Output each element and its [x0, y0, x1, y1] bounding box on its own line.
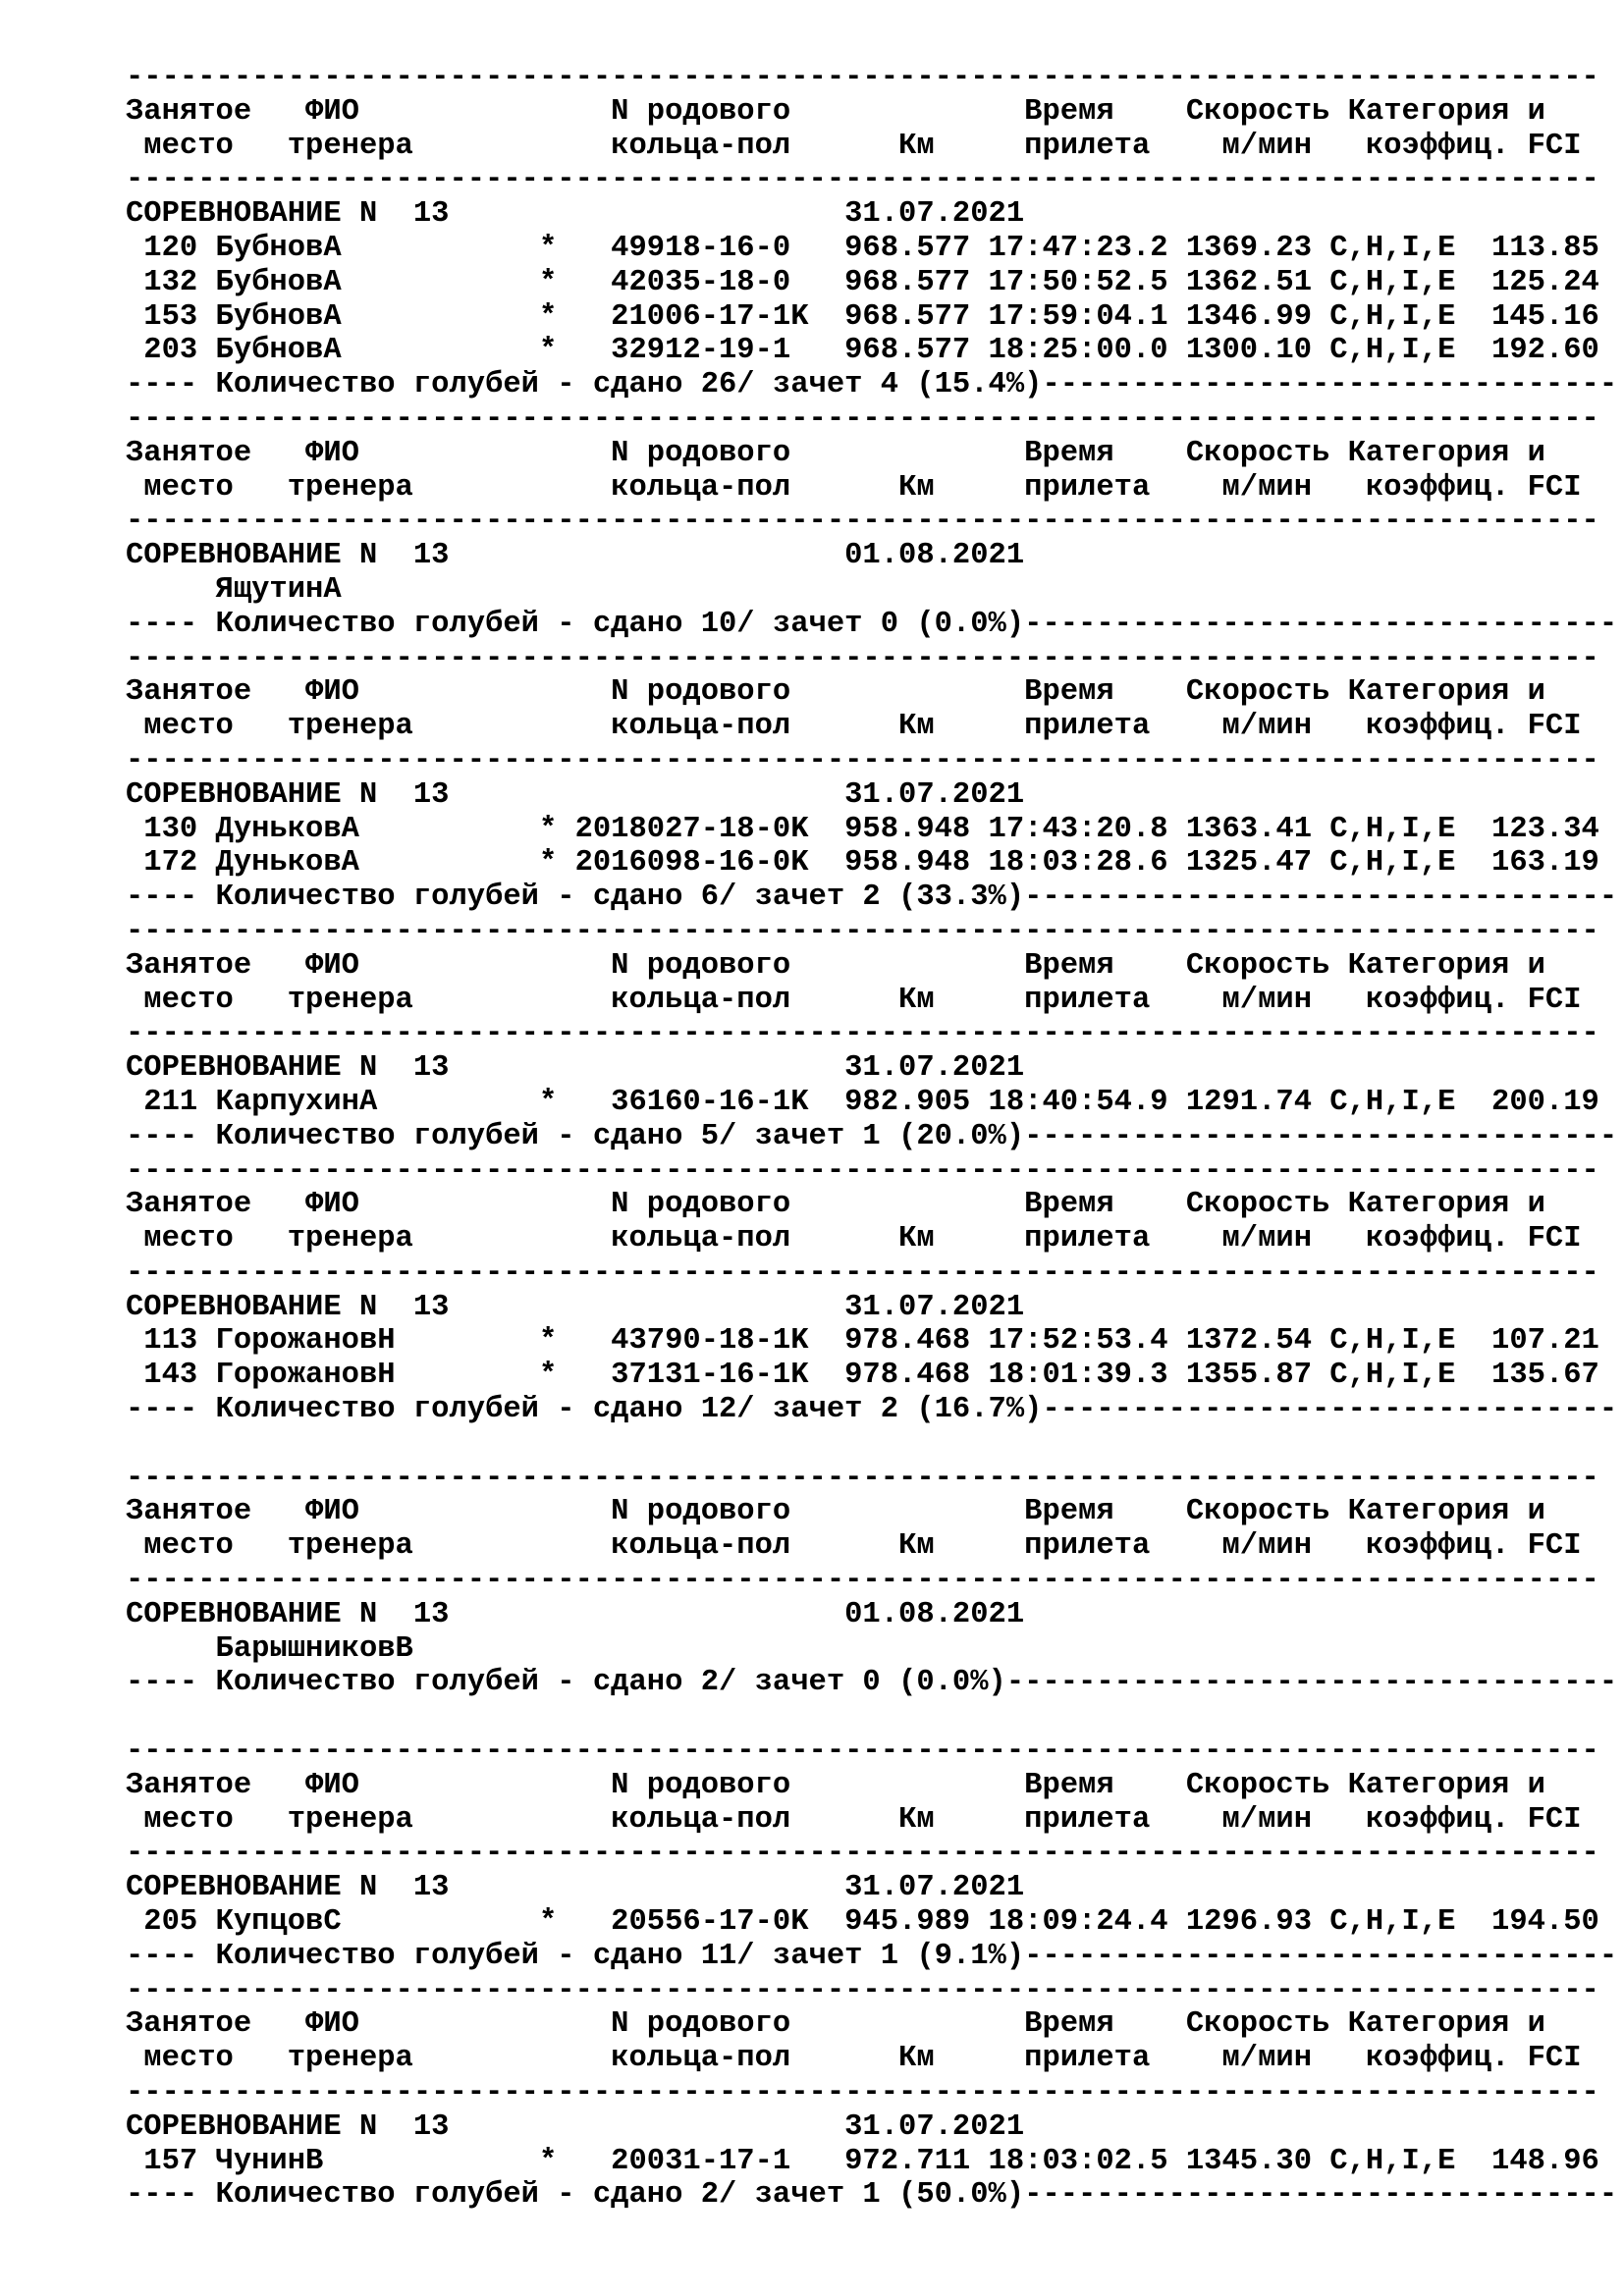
competition-line: СОРЕВНОВАНИЕ N 13 01.08.2021: [126, 539, 1025, 573]
summary-line: ---- Количество голубей - сдано 11/ зачет 1 (9.1%)---------------------------------: [126, 1939, 1618, 1973]
competition-line: СОРЕВНОВАНИЕ N 13 31.07.2021: [126, 197, 1025, 232]
separator-line: ----------------------------------------------------------------------------------: [126, 61, 1599, 94]
separator-line: ----------------------------------------------------------------------------------: [126, 1153, 1599, 1188]
column-header-row-1: Занятое ФИО N родового Время Скорость Категория и: [126, 675, 1545, 710]
summary-line: ---- Количество голубей - сдано 2/ зачет 1 (50.0%)---------------------------------: [126, 2178, 1618, 2213]
separator-line: ----------------------------------------------------------------------------------: [126, 914, 1599, 948]
result-row: 157 ЧунинВ * 20031-17-1 972.711 18:03:02.5 1345.30 C,H,I,E 148.96: [126, 2144, 1599, 2178]
summary-line: ---- Количество голубей - сдано 6/ зачет 2 (33.3%)---------------------------------: [126, 881, 1618, 915]
column-header-row-2: место тренера кольца-пол Км прилета м/мин коэффиц. FCI: [126, 1529, 1582, 1564]
column-header-row-2: место тренера кольца-пол Км прилета м/мин коэффиц. FCI: [126, 1802, 1582, 1837]
competition-line: СОРЕВНОВАНИЕ N 13 31.07.2021: [126, 1051, 1025, 1086]
separator-line: ----------------------------------------------------------------------------------: [126, 505, 1599, 539]
separator-line: ----------------------------------------------------------------------------------: [126, 1735, 1599, 1769]
column-header-row-2: место тренера кольца-пол Км прилета м/мин коэффиц. FCI: [126, 2042, 1582, 2076]
result-row: 153 БубновА * 21006-17-1K 968.577 17:59:04.1 1346.99 C,H,I,E 145.16: [126, 299, 1599, 334]
summary-line: ---- Количество голубей - сдано 5/ зачет 1 (20.0%)---------------------------------: [126, 1119, 1618, 1153]
summary-line: ---- Количество голубей - сдано 12/ зачет 2 (16.7%)--------------------------------: [126, 1393, 1618, 1427]
competition-line: СОРЕВНОВАНИЕ N 13 31.07.2021: [126, 1871, 1025, 1905]
result-row: 203 БубновА * 32912-19-1 968.577 18:25:00.0 1300.10 C,H,I,E 192.60: [126, 334, 1599, 368]
result-row: 143 ГорожановН * 37131-16-1K 978.468 18:01:39.3 1355.87 C,H,I,E 135.67: [126, 1359, 1599, 1393]
separator-line: ----------------------------------------------------------------------------------: [126, 743, 1599, 777]
competition-line: СОРЕВНОВАНИЕ N 13 31.07.2021: [126, 1290, 1025, 1324]
result-row: 130 ДуньковА * 2018027-18-0K 958.948 17:43:20.8 1363.41 C,H,I,E 123.34: [126, 812, 1599, 846]
separator-line: ----------------------------------------------------------------------------------: [126, 1564, 1599, 1598]
blank-line: [126, 1427, 1598, 1462]
column-header-row-1: Занятое ФИО N родового Время Скорость Категория и: [126, 1495, 1545, 1529]
separator-line: ----------------------------------------------------------------------------------: [126, 163, 1599, 197]
separator-line: ----------------------------------------------------------------------------------: [126, 1973, 1599, 2007]
column-header-row-1: Занятое ФИО N родового Время Скорость Категория и: [126, 2007, 1545, 2042]
column-header-row-2: место тренера кольца-пол Км прилета м/мин коэффиц. FCI: [126, 129, 1582, 163]
blank-line: [126, 1700, 1598, 1735]
result-row: 211 КарпухинА * 36160-16-1K 982.905 18:40:54.9 1291.74 C,H,I,E 200.19: [126, 1085, 1599, 1119]
result-row: 205 КупцовС * 20556-17-0K 945.989 18:09:24.4 1296.93 C,H,I,E 194.50: [126, 1905, 1599, 1940]
column-header-row-1: Занятое ФИО N родового Время Скорость Категория и: [126, 948, 1545, 983]
separator-line: ----------------------------------------------------------------------------------: [126, 1837, 1599, 1871]
result-row: 113 ГорожановН * 43790-18-1K 978.468 17:52:53.4 1372.54 C,H,I,E 107.21: [126, 1324, 1599, 1359]
result-row: ЯщутинА: [126, 572, 342, 607]
column-header-row-1: Занятое ФИО N родового Время Скорость Категория и: [126, 436, 1545, 470]
separator-line: ----------------------------------------------------------------------------------: [126, 1255, 1599, 1290]
competition-line: СОРЕВНОВАНИЕ N 13 01.08.2021: [126, 1597, 1025, 1631]
summary-line: ---- Количество голубей - сдано 10/ зачет 0 (0.0%)---------------------------------: [126, 607, 1618, 641]
column-header-row-2: место тренера кольца-пол Км прилета м/мин коэффиц. FCI: [126, 710, 1582, 744]
result-row: 120 БубновА * 49918-16-0 968.577 17:47:23.2 1369.23 C,H,I,E 113.85: [126, 231, 1599, 265]
column-header-row-1: Занятое ФИО N родового Время Скорость Категория и: [126, 1188, 1545, 1222]
result-row: 132 БубновА * 42035-18-0 968.577 17:50:52.5 1362.51 C,H,I,E 125.24: [126, 265, 1599, 299]
column-header-row-1: Занятое ФИО N родового Время Скорость Категория и: [126, 1768, 1545, 1802]
race-results-report: [126, 61, 1618, 2213]
separator-line: ----------------------------------------------------------------------------------: [126, 401, 1599, 436]
column-header-row-2: место тренера кольца-пол Км прилета м/мин коэффиц. FCI: [126, 983, 1582, 1017]
separator-line: ----------------------------------------------------------------------------------: [126, 1461, 1599, 1495]
summary-line: ---- Количество голубей - сдано 2/ зачет 0 (0.0%)----------------------------------: [126, 1666, 1618, 1700]
column-header-row-2: место тренера кольца-пол Км прилета м/мин коэффиц. FCI: [126, 1222, 1582, 1256]
competition-line: СОРЕВНОВАНИЕ N 13 31.07.2021: [126, 777, 1025, 812]
separator-line: ----------------------------------------------------------------------------------: [126, 641, 1599, 675]
column-header-row-1: Занятое ФИО N родового Время Скорость Категория и: [126, 94, 1545, 129]
separator-line: ----------------------------------------------------------------------------------: [126, 2076, 1599, 2110]
separator-line: ----------------------------------------------------------------------------------: [126, 1017, 1599, 1051]
column-header-row-2: место тренера кольца-пол Км прилета м/мин коэффиц. FCI: [126, 470, 1582, 505]
result-row: 172 ДуньковА * 2016098-16-0K 958.948 18:03:28.6 1325.47 C,H,I,E 163.19: [126, 846, 1599, 881]
competition-line: СОРЕВНОВАНИЕ N 13 31.07.2021: [126, 2109, 1025, 2144]
summary-line: ---- Количество голубей - сдано 26/ зачет 4 (15.4%)--------------------------------: [126, 368, 1618, 402]
result-row: БарышниковВ: [126, 1631, 413, 1666]
